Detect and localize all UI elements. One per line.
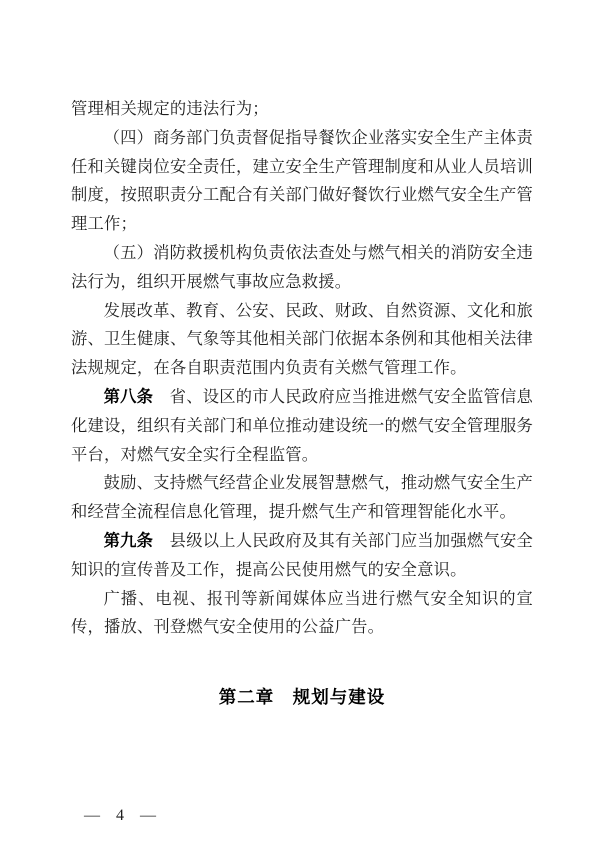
page-number: — 4 —	[84, 807, 159, 824]
paragraph-text: 省、设区的市人民政府应当推进燃气安全监管信息化建设，组织有关部门和单位推动建设统一的燃气安全管理服务平台，对燃气安全实行全程监管。	[71, 386, 533, 464]
paragraph	[71, 95, 533, 124]
article-number: 第九条	[103, 531, 154, 550]
chapter-heading: 第二章 规划与建设	[218, 687, 386, 708]
paragraph	[71, 297, 533, 383]
paragraph-text: （四）商务部门负责督促指导餐饮企业落实安全生产主体责任和关键岗位安全责任，建立安全生产管理制度和从业人员培训制度，按照职责分工配合有关部门做好餐饮行业燃气安全生产管理工作；	[71, 127, 533, 234]
paragraph	[71, 239, 533, 297]
paragraph	[71, 527, 533, 585]
paragraph-text: 管理相关规定的违法行为；	[71, 99, 269, 118]
document-body	[71, 95, 533, 712]
paragraph-text: 鼓励、支持燃气经营企业发展智慧燃气，推动燃气安全生产和经营全流程信息化管理，提升燃气生产和管理智能化水平。	[71, 473, 533, 522]
paragraph	[71, 124, 533, 239]
paragraph	[71, 469, 533, 527]
paragraph	[71, 585, 533, 643]
paragraph-text: 广播、电视、报刊等新闻媒体应当进行燃气安全知识的宣传，播放、刊登燃气安全使用的公益广告。	[71, 588, 533, 637]
article-number: 第八条	[103, 387, 154, 406]
paragraph	[71, 383, 533, 469]
paragraph-text: （五）消防救援机构负责依法查处与燃气相关的消防安全违法行为，组织开展燃气事故应急救援。	[71, 242, 533, 291]
paragraph-text: 县级以上人民政府及其有关部门应当加强燃气安全知识的宣传普及工作，提高公民使用燃气的安全意识。	[71, 530, 533, 579]
paragraph-text: 发展改革、教育、公安、民政、财政、自然资源、文化和旅游、卫生健康、气象等其他相关部门依据本条例和其他相关法律法规规定，在各自职责范围内负责有关燃气管理工作。	[71, 300, 533, 378]
